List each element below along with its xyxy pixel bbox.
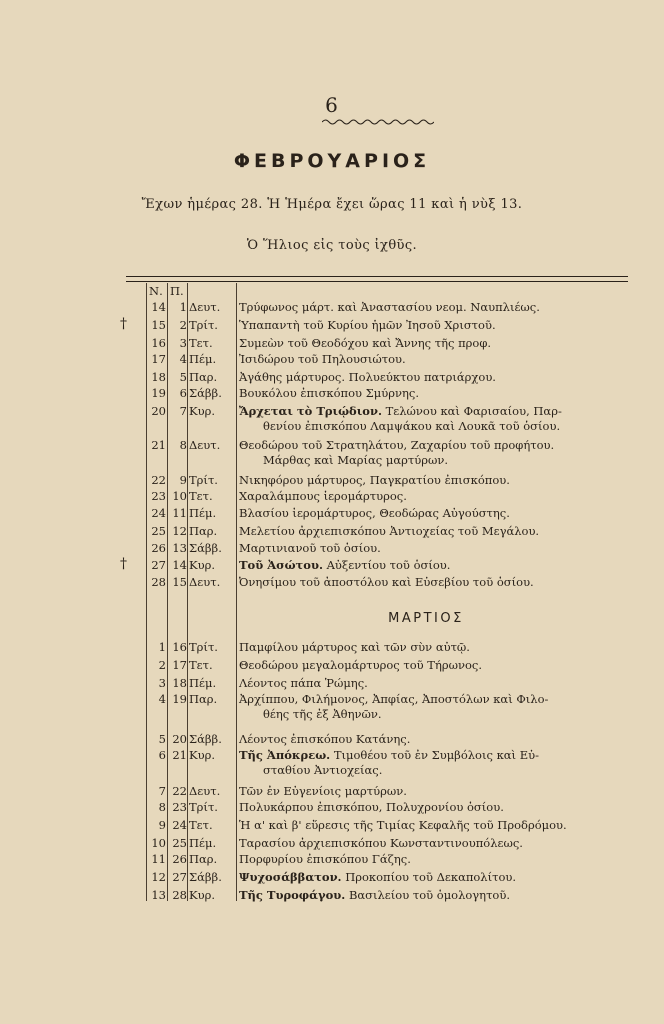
weekday: Σάββ.: [189, 541, 222, 555]
old-style-date: 1: [179, 300, 187, 314]
new-style-date: 24: [151, 506, 166, 520]
old-style-date: 2: [179, 318, 187, 332]
feast-main: Μαρτινιανοῦ τοῦ ὁσίου.: [239, 541, 381, 555]
new-style-date: 16: [151, 336, 166, 350]
weekday: Παρ.: [189, 524, 218, 538]
weekday: Κυρ.: [189, 558, 215, 572]
feast-main: Ἰσιδώρου τοῦ Πηλουσιώτου.: [239, 352, 406, 366]
feast-continuation: σταθίου Ἀντιοχείας.: [263, 763, 383, 777]
february-hours-line: Ἔχων ἡμέρας 28. Ἡ Ἡμέρα ἔχει ὥρας 11 καὶ ἡ νὺξ 13.: [141, 197, 523, 212]
feast-main: Νικηφόρου μάρτυρος, Παγκρατίου ἐπισκόπου.: [239, 473, 510, 487]
feast-text: [239, 541, 631, 556]
weekday: Τρίτ.: [189, 800, 218, 814]
new-style-date: 21: [151, 438, 166, 452]
feast-text: [239, 318, 631, 333]
old-style-date: 20: [172, 732, 187, 746]
column-divider: [236, 283, 237, 901]
weekday: Τετ.: [189, 818, 213, 832]
feast-text: [239, 336, 631, 351]
new-style-date: 17: [151, 352, 166, 366]
feast-text: [239, 300, 631, 315]
old-style-date: 14: [172, 558, 187, 572]
february-zodiac-line: Ὁ Ἥλιος εἰς τοὺς ἰχθῦς.: [246, 238, 418, 253]
old-style-date: 13: [172, 541, 187, 555]
feast-bold-title: Τοῦ Ἀσώτου.: [239, 558, 323, 572]
weekday: Κυρ.: [189, 404, 215, 418]
new-style-date: 9: [158, 818, 166, 832]
feast-main: Συμεὼν τοῦ Θεοδόχου καὶ Ἄννης τῆς προφ.: [239, 336, 492, 350]
feast-continuation: Μάρθας καὶ Μαρίας μαρτύρων.: [263, 453, 449, 467]
old-style-date: 24: [172, 818, 187, 832]
feast-text: [239, 784, 631, 799]
feast-main: Ταρασίου ἀρχιεπισκόπου Κωνσταντινουπόλεως.: [239, 836, 523, 850]
feast-text: [239, 748, 631, 778]
feast-text: [239, 888, 631, 903]
feast-main: Λέοντος πάπα Ῥώμης.: [239, 676, 368, 690]
old-style-date: 10: [172, 489, 187, 503]
new-style-date: 1: [158, 640, 166, 654]
new-style-date: 10: [151, 836, 166, 850]
new-style-date: 6: [158, 748, 166, 762]
feast-main: Πορφυρίου ἐπισκόπου Γάζης.: [239, 852, 411, 866]
feast-main: Ἡ α' καὶ β' εὕρεσις τῆς Τιμίας Κεφαλῆς τοῦ Προδρόμου.: [239, 818, 567, 832]
weekday: Παρ.: [189, 370, 218, 384]
feast-text: [239, 473, 631, 488]
new-style-date: 26: [151, 541, 166, 555]
new-style-date: 4: [158, 692, 166, 706]
weekday: Τρίτ.: [189, 640, 218, 654]
new-style-date: 25: [151, 524, 166, 538]
new-style-date: 19: [151, 386, 166, 400]
feast-main: Ὀνησίμου τοῦ ἀποστόλου καὶ Εὐσεβίου τοῦ ὁσίου.: [239, 575, 534, 589]
feast-bold-title: Ψυχοσάββατον.: [239, 870, 342, 884]
feast-continuation: θέης τῆς ἐξ Ἀθηνῶν.: [263, 707, 382, 721]
feast-main: Βλασίου ἱερομάρτυρος, Θεοδώρας Αὐγούστης.: [239, 506, 510, 520]
feast-main: Χαραλάμπους ἱερομάρτυρος.: [239, 489, 407, 503]
feast-main: Ἀγάθης μάρτυρος. Πολυεύκτου πατριάρχου.: [239, 370, 496, 384]
feast-text: [239, 404, 631, 434]
feast-text: [239, 852, 631, 867]
february-title: ΦΕΒΡΟΥΑΡΙΟΣ: [233, 150, 431, 172]
feast-main: Ἀρχίππου, Φιλήμονος, Ἀπφίας, Ἀποστόλων καὶ Φιλο-: [239, 692, 549, 706]
feast-text: [239, 658, 631, 673]
feast-main: Βασιλείου τοῦ ὁμολογητοῦ.: [348, 888, 510, 902]
feast-main: Βουκόλου ἐπισκόπου Σμύρνης.: [239, 386, 419, 400]
feast-text: [239, 818, 631, 833]
weekday: Δευτ.: [189, 575, 221, 589]
column-divider: [187, 283, 188, 901]
old-style-date: 3: [179, 336, 187, 350]
new-style-date: 11: [151, 852, 166, 866]
new-style-date: 23: [151, 489, 166, 503]
old-style-date: 16: [172, 640, 187, 654]
new-style-date: 22: [151, 473, 166, 487]
feast-main: Παμφίλου μάρτυρος καὶ τῶν σὺν αὐτῷ.: [239, 640, 470, 654]
feast-cross: †: [120, 556, 127, 572]
new-style-date: 13: [151, 888, 166, 902]
old-style-date: 23: [172, 800, 187, 814]
feast-text: [239, 438, 631, 468]
feast-main: Λέοντος ἐπισκόπου Κατάνης.: [239, 732, 411, 746]
weekday: Τετ.: [189, 336, 213, 350]
header-new-style: Ν.: [149, 284, 163, 298]
feast-cross: †: [120, 316, 127, 332]
weekday: Δευτ.: [189, 300, 221, 314]
feast-text: [239, 506, 631, 521]
weekday: Παρ.: [189, 852, 218, 866]
wavy-ornament: [322, 118, 434, 126]
old-style-date: 19: [172, 692, 187, 706]
feast-bold-title: Τῆς Ἀπόκρεω.: [239, 748, 331, 762]
header-old-style: Π.: [170, 284, 184, 298]
old-style-date: 22: [172, 784, 187, 798]
old-style-date: 7: [179, 404, 187, 418]
old-style-date: 18: [172, 676, 187, 690]
new-style-date: 8: [158, 800, 166, 814]
feast-continuation: θενίου ἐπισκόπου Λαμψάκου καὶ Λουκᾶ τοῦ ὁσίου.: [263, 419, 561, 433]
old-style-date: 5: [179, 370, 187, 384]
feast-bold-title: Ἄρχεται τὸ Τριῴδιον.: [239, 404, 382, 418]
weekday: Τετ.: [189, 658, 213, 672]
old-style-date: 9: [179, 473, 187, 487]
weekday: Παρ.: [189, 692, 218, 706]
old-style-date: 17: [172, 658, 187, 672]
weekday: Σάββ.: [189, 732, 222, 746]
old-style-date: 27: [172, 870, 187, 884]
feast-text: [239, 692, 631, 722]
new-style-date: 14: [151, 300, 166, 314]
feast-text: [239, 836, 631, 851]
feast-text: [239, 676, 631, 691]
new-style-date: 5: [158, 732, 166, 746]
feast-text: [239, 800, 631, 815]
weekday: Δευτ.: [189, 784, 221, 798]
page-number: 6: [325, 93, 339, 117]
weekday: Πέμ.: [189, 676, 217, 690]
new-style-date: 20: [151, 404, 166, 418]
new-style-date: 27: [151, 558, 166, 572]
feast-main: Μελετίου ἀρχιεπισκόπου Ἀντιοχείας τοῦ Μεγάλου.: [239, 524, 540, 538]
table-second-rule: [126, 281, 628, 282]
table-top-rule: [126, 276, 628, 277]
feast-text: [239, 386, 631, 401]
old-style-date: 21: [172, 748, 187, 762]
old-style-date: 28: [172, 888, 187, 902]
old-style-date: 6: [179, 386, 187, 400]
march-title: ΜΑΡΤΙΟΣ: [388, 611, 464, 626]
feast-main: Τελώνου καὶ Φαρισαίου, Παρ-: [385, 404, 562, 418]
new-style-date: 15: [151, 318, 166, 332]
old-style-date: 8: [179, 438, 187, 452]
feast-main: Ὑπαπαντὴ τοῦ Κυρίου ἡμῶν Ἰησοῦ Χριστοῦ.: [239, 318, 496, 332]
feast-main: Πολυκάρπου ἐπισκόπου, Πολυχρονίου ὁσίου.: [239, 800, 504, 814]
weekday: Τρίτ.: [189, 318, 218, 332]
old-style-date: 15: [172, 575, 187, 589]
old-style-date: 4: [179, 352, 187, 366]
feast-main: Προκοπίου τοῦ Δεκαπολίτου.: [345, 870, 517, 884]
old-style-date: 11: [172, 506, 187, 520]
weekday: Πέμ.: [189, 836, 217, 850]
weekday: Σάββ.: [189, 870, 222, 884]
feast-text: [239, 558, 631, 573]
feast-text: [239, 870, 631, 885]
feast-text: [239, 370, 631, 385]
feast-text: [239, 732, 631, 747]
feast-main: Τρύφωνος μάρτ. καὶ Ἀναστασίου νεομ. Ναυπλιέως.: [239, 300, 540, 314]
feast-bold-title: Τῆς Τυροφάγου.: [239, 888, 346, 902]
weekday: Σάββ.: [189, 386, 222, 400]
weekday: Κυρ.: [189, 748, 215, 762]
new-style-date: 12: [151, 870, 166, 884]
weekday: Κυρ.: [189, 888, 215, 902]
feast-main: Θεοδώρου τοῦ Στρατηλάτου, Ζαχαρίου τοῦ προφήτου.: [239, 438, 555, 452]
new-style-date: 3: [158, 676, 166, 690]
feast-text: [239, 524, 631, 539]
weekday: Τρίτ.: [189, 473, 218, 487]
feast-main: Αὐξεντίου τοῦ ὁσίου.: [326, 558, 451, 572]
feast-text: [239, 489, 631, 504]
old-style-date: 12: [172, 524, 187, 538]
feast-main: Τιμοθέου τοῦ ἐν Συμβόλοις καὶ Εὐ-: [333, 748, 539, 762]
new-style-date: 2: [158, 658, 166, 672]
new-style-date: 7: [158, 784, 166, 798]
feast-text: [239, 352, 631, 367]
feast-text: [239, 640, 631, 655]
weekday: Τετ.: [189, 489, 213, 503]
new-style-date: 28: [151, 575, 166, 589]
feast-text: [239, 575, 631, 590]
new-style-date: 18: [151, 370, 166, 384]
weekday: Δευτ.: [189, 438, 221, 452]
old-style-date: 25: [172, 836, 187, 850]
weekday: Πέμ.: [189, 352, 217, 366]
feast-main: Τῶν ἐν Εὐγενίοις μαρτύρων.: [239, 784, 407, 798]
feast-main: Θεοδώρου μεγαλομάρτυρος τοῦ Τήρωνος.: [239, 658, 482, 672]
weekday: Πέμ.: [189, 506, 217, 520]
old-style-date: 26: [172, 852, 187, 866]
